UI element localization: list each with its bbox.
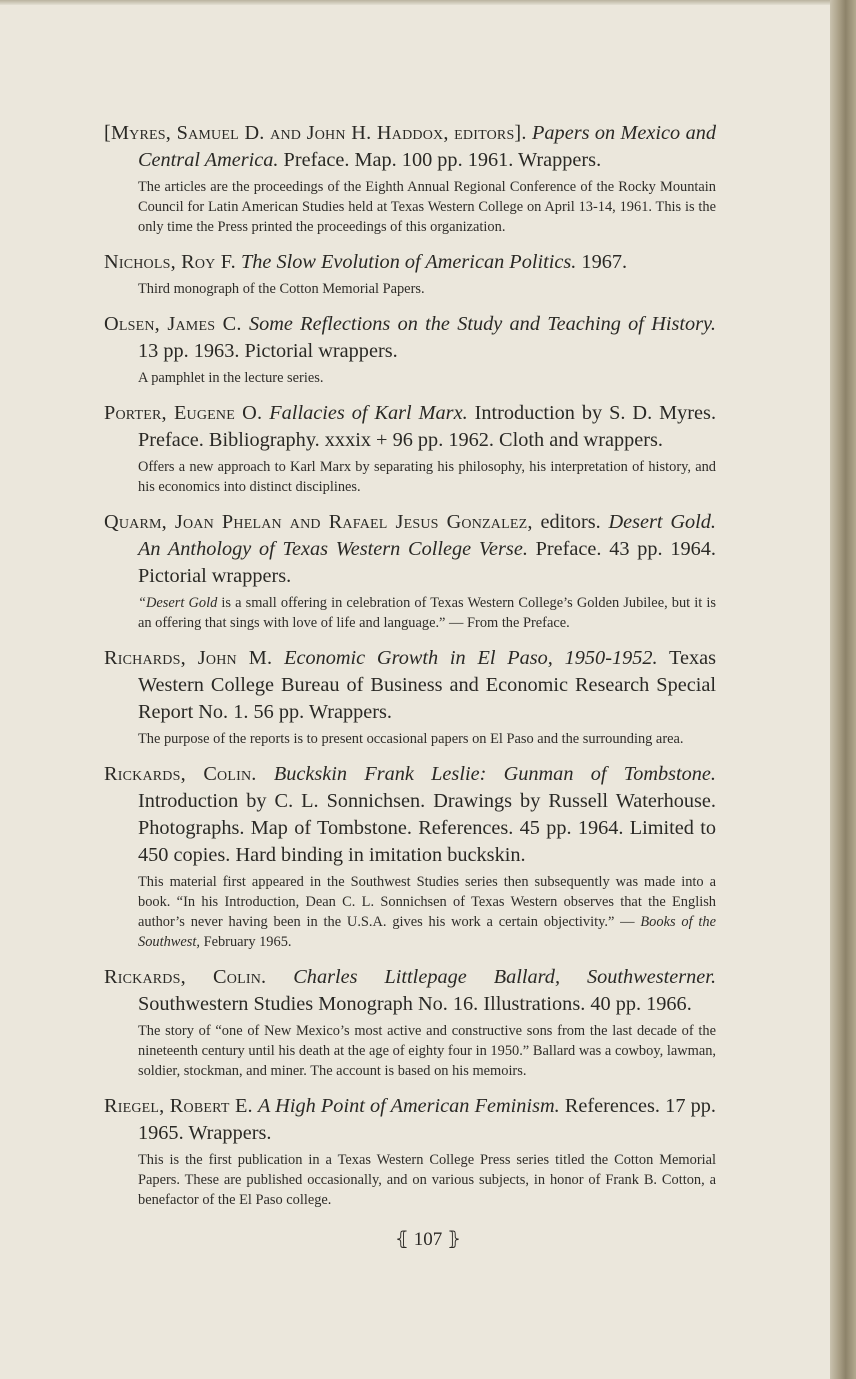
entry-details: Southwestern Studies Monograph No. 16. Illustrations. 40 pp. 1966. bbox=[138, 993, 692, 1015]
entry-note: The purpose of the reports is to present occasional papers on El Paso and the surrounding area. bbox=[138, 731, 684, 747]
entry-details: Introduction by C. L. Sonnichsen. Drawings by Russell Waterhouse. Photographs. Map of Tombstone. References. 45 pp. 1964. Limited to 450 copies. Hard binding in imitation buckskin. bbox=[138, 790, 716, 866]
entry-author: Quarm, Joan Phelan and Rafael Jesus Gonzalez, bbox=[104, 511, 533, 533]
entry-note: The story of “one of New Mexico’s most active and constructive sons from the last decade of the nineteenth century until his death at the age of eighty four in 1950.” Ballard was a cowboy, lawman, soldier, stockman, and miner. The account is based on his memoirs. bbox=[138, 1023, 716, 1079]
entry-citation bbox=[104, 509, 716, 590]
entry-author: Porter, Eugene O. bbox=[104, 402, 263, 424]
entry-note bbox=[104, 593, 716, 633]
entry-details: 13 pp. 1963. Pictorial wrappers. bbox=[138, 340, 398, 362]
book-spine-edge bbox=[830, 0, 856, 1379]
entry-citation bbox=[104, 400, 716, 454]
bibliography-entry bbox=[104, 311, 716, 388]
entry-details: Texas Western College Bureau of Business and Economic Research Special Report No. 1. 56 pp. Wrappers. bbox=[138, 647, 717, 723]
entry-title: Economic Growth in El Paso, 1950-1952. bbox=[284, 647, 658, 669]
entry-note-text: This material first appeared in the Southwest Studies series then subsequently was made into a book. “In his Introduction, Dean C. L. Sonnichsen of Texas Western observes that the English author’s never having been in the U.S.A. gives his work a certain objectivity.” — bbox=[138, 874, 716, 930]
entry-author-role: editors. bbox=[540, 511, 601, 533]
bibliography-entry bbox=[104, 120, 716, 237]
entry-note: The articles are the proceedings of the Eighth Annual Regional Conference of the Rocky Mountain Council for Latin American Studies held at Texas Western College on April 13-14, 1961. This is the only time the Press printed the proceedings of this organization. bbox=[138, 179, 716, 235]
entry-author: Nichols, Roy F. bbox=[104, 251, 236, 273]
bibliography-list bbox=[104, 120, 716, 1222]
entry-citation bbox=[104, 645, 716, 726]
entry-title: Buckskin Frank Leslie: Gunman of Tombstone. bbox=[273, 763, 716, 785]
bibliography-entry bbox=[104, 400, 716, 497]
entry-author: [Myres, Samuel D. and John H. Haddox, editors]. bbox=[104, 122, 527, 144]
bibliography-entry bbox=[104, 509, 716, 633]
bibliography-entry bbox=[104, 1093, 716, 1210]
entry-note bbox=[104, 872, 716, 952]
entry-author: Olsen, James C. bbox=[104, 313, 242, 335]
entry-details: Introduction by S. D. Myres. Preface. Bibliography. xxxix + 96 pp. 1962. Cloth and wrappers. bbox=[138, 402, 717, 451]
entry-title: Charles Littlepage Ballard, Southwesterner. bbox=[293, 966, 717, 988]
entry-details: 1967. bbox=[581, 251, 628, 273]
bibliography-entry bbox=[104, 645, 716, 749]
entry-title: Fallacies of Karl Marx. bbox=[269, 402, 468, 424]
entry-citation bbox=[104, 249, 716, 276]
entry-details: Preface. Map. 100 pp. 1961. Wrappers. bbox=[283, 149, 602, 171]
entry-author: Rickards, Colin. bbox=[104, 763, 257, 785]
entry-note: This is the first publication in a Texas Western College Press series titled the Cotton Memorial Papers. These are published occasionally, and on various subjects, in honor of Frank B. Cotton, a benefactor of the El Paso college. bbox=[138, 1152, 716, 1208]
page-number: ⦃ 107 ⦄ bbox=[395, 1229, 461, 1250]
entry-title: Some Reflections on the Study and Teaching of History. bbox=[248, 313, 716, 335]
entry-title: Papers on Mexico and Central America. bbox=[138, 122, 716, 171]
entry-details: References. 17 pp. 1965. Wrappers. bbox=[138, 1095, 716, 1144]
bibliography-entry bbox=[104, 249, 716, 299]
entry-note-quoted-title: “Desert Gold bbox=[138, 595, 218, 611]
bibliography-entry bbox=[104, 964, 716, 1081]
entry-citation bbox=[104, 761, 716, 869]
entry-note-text: is a small offering in celebration of Texas Western College’s Golden Jubilee, but it is an offering that sings with love of life and language.” — From the Preface. bbox=[138, 595, 716, 631]
entry-note: A pamphlet in the lecture series. bbox=[138, 370, 324, 386]
entry-author: Rickards, Colin. bbox=[104, 966, 267, 988]
entry-citation bbox=[104, 120, 716, 174]
entry-title: A High Point of American Feminism. bbox=[257, 1095, 560, 1117]
page-top-edge bbox=[0, 0, 830, 5]
entry-author: Riegel, Robert E. bbox=[104, 1095, 253, 1117]
entry-citation bbox=[104, 1093, 716, 1147]
entry-note: Offers a new approach to Karl Marx by separating his philosophy, his interpretation of history, and his economics into distinct disciplines. bbox=[138, 459, 716, 495]
entry-note: Third monograph of the Cotton Memorial Papers. bbox=[138, 281, 425, 297]
entry-note-source: Books of the Southwest, bbox=[138, 914, 716, 950]
entry-title: Desert Gold. An Anthology of Texas Western College Verse. bbox=[138, 511, 716, 560]
entry-note-date: February 1965. bbox=[199, 934, 292, 950]
entry-author: Richards, John M. bbox=[104, 647, 273, 669]
entry-title: The Slow Evolution of American Politics. bbox=[240, 251, 577, 273]
bibliography-entry bbox=[104, 761, 716, 952]
entry-citation bbox=[104, 311, 716, 365]
entry-details: Preface. 43 pp. 1964. Pictorial wrappers. bbox=[138, 538, 716, 587]
entry-citation bbox=[104, 964, 716, 1018]
